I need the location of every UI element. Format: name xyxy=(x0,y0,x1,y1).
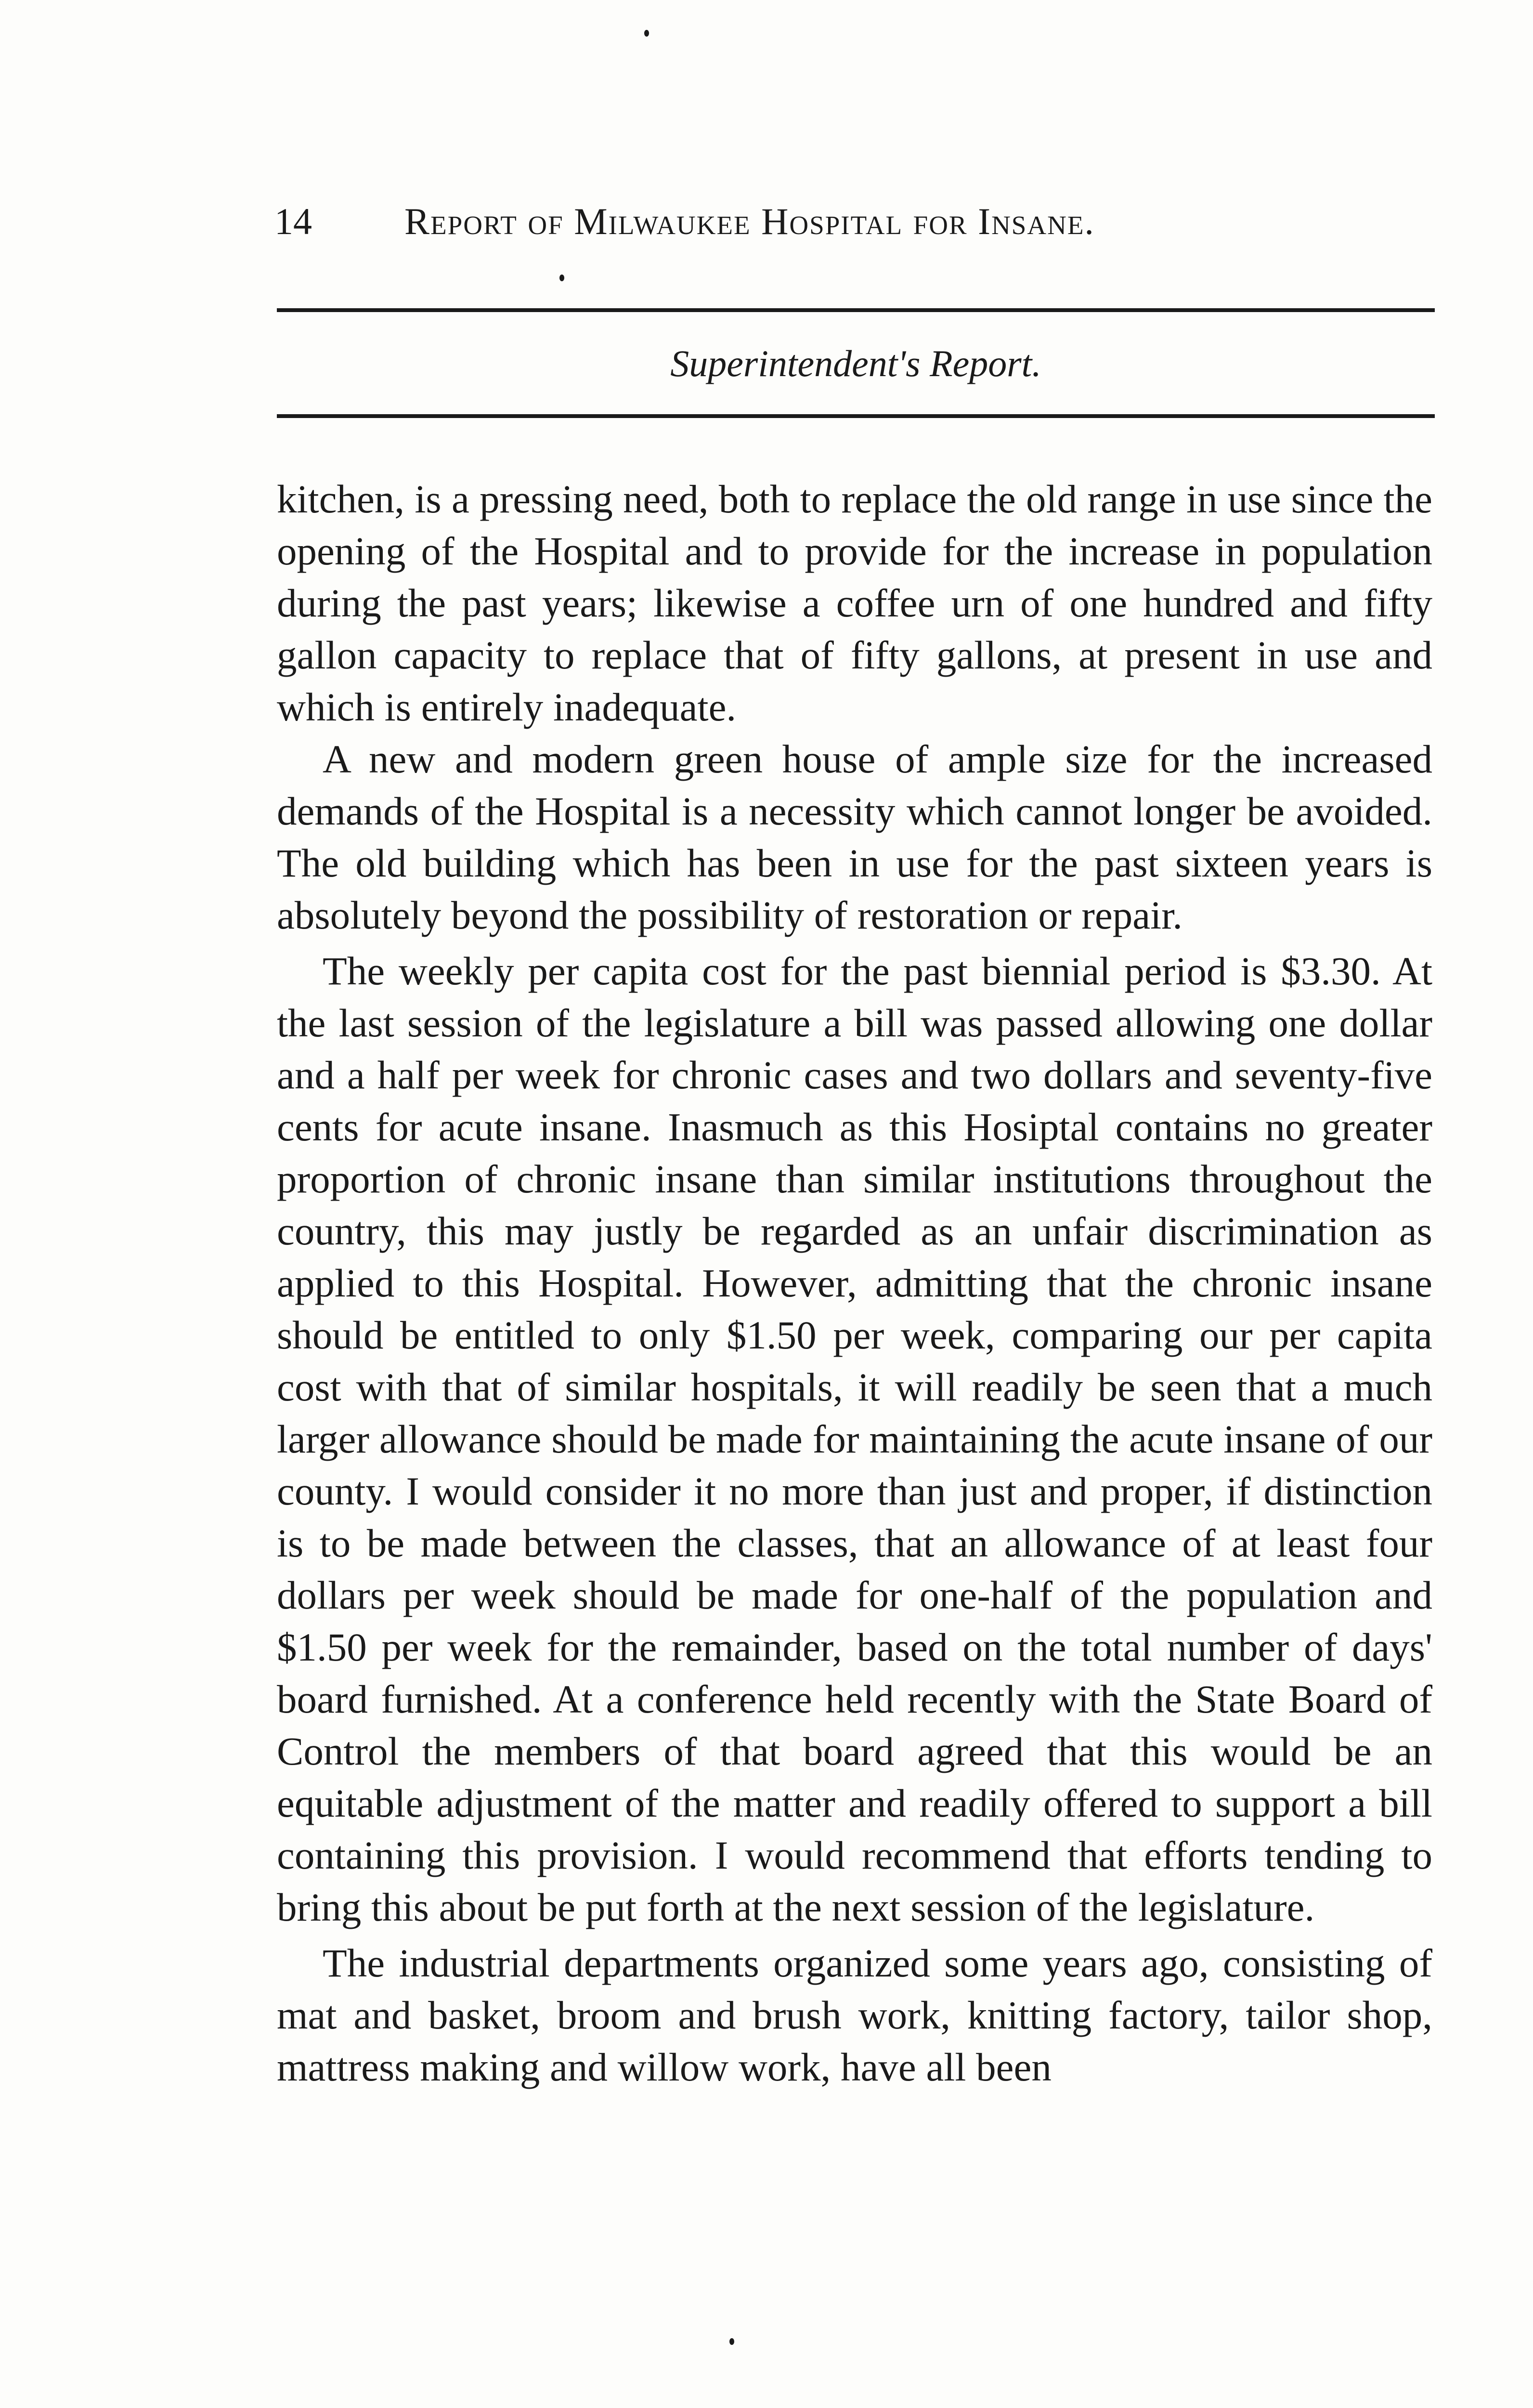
paragraph-3: The weekly per capita cost for the past biennial period is $3.30. At the last session of the legislature a bill was passed allowing one dollar and a half per week for chronic cases and two dollars and seventy-five cents for acute insane. Inasmuch as this Hosiptal contains no greater proportion of chronic insane than similar institutions throughout the country, this may justly be regarded as an unfair discrimination as applied to this Hospital. However, admitting that the chronic insane should be entitled to only $1.50 per week, comparing our per capita cost with that of similar hospitals, it will readily be seen that a much larger allowance should be made for maintaining the acute insane of our county. I would consider it no more than just and proper, if distinction is to be made between the classes, that an allowance of at least four dollars per week should be made for one-half of the population and $1.50 per week for the remainder, based on the total number of days' board furnished. At a conference held recently with the State Board of Control the members of that board agreed that this would be an equitable adjustment of the matter and readily offered to support a bill containing this provision. I would recommend that efforts tending to bring this about be put forth at the next session of the legislature. xyxy=(277,949,1432,1929)
page-header xyxy=(270,195,1435,248)
ink-speck xyxy=(644,30,649,37)
body-text xyxy=(277,473,1432,2093)
paragraph-2: A new and modern green house of ample size for the increased demands of the Hospital is a necessity which cannot longer be avoided. The old building which has been in use for the past sixteen years is absolutely beyond the possibility of restoration or repair. xyxy=(277,737,1432,937)
ink-speck xyxy=(559,275,564,281)
paragraph-4: The industrial departments organized some years ago, consisting of mat and basket, broom and brush work, knitting factory, tailor shop, mattress making and willow work, have all been xyxy=(277,1941,1432,2089)
running-head: Report of Milwaukee Hospital for Insane. xyxy=(404,200,1095,242)
header-rule-bottom xyxy=(277,414,1435,418)
ink-speck xyxy=(729,2338,734,2345)
paragraph-1: kitchen, is a pressing need, both to replace the old range in use since the opening of the Hospital and to provide for the increase in population during the past years; likewise a coffee urn of one hundred and fifty gallon capacity to replace that of fifty gallons, at present in use and which is entirely inadequate. xyxy=(277,477,1432,729)
page-number: 14 xyxy=(274,200,312,242)
section-title: Superintendent's Report. xyxy=(670,342,1041,384)
header-rule-top xyxy=(277,308,1435,312)
